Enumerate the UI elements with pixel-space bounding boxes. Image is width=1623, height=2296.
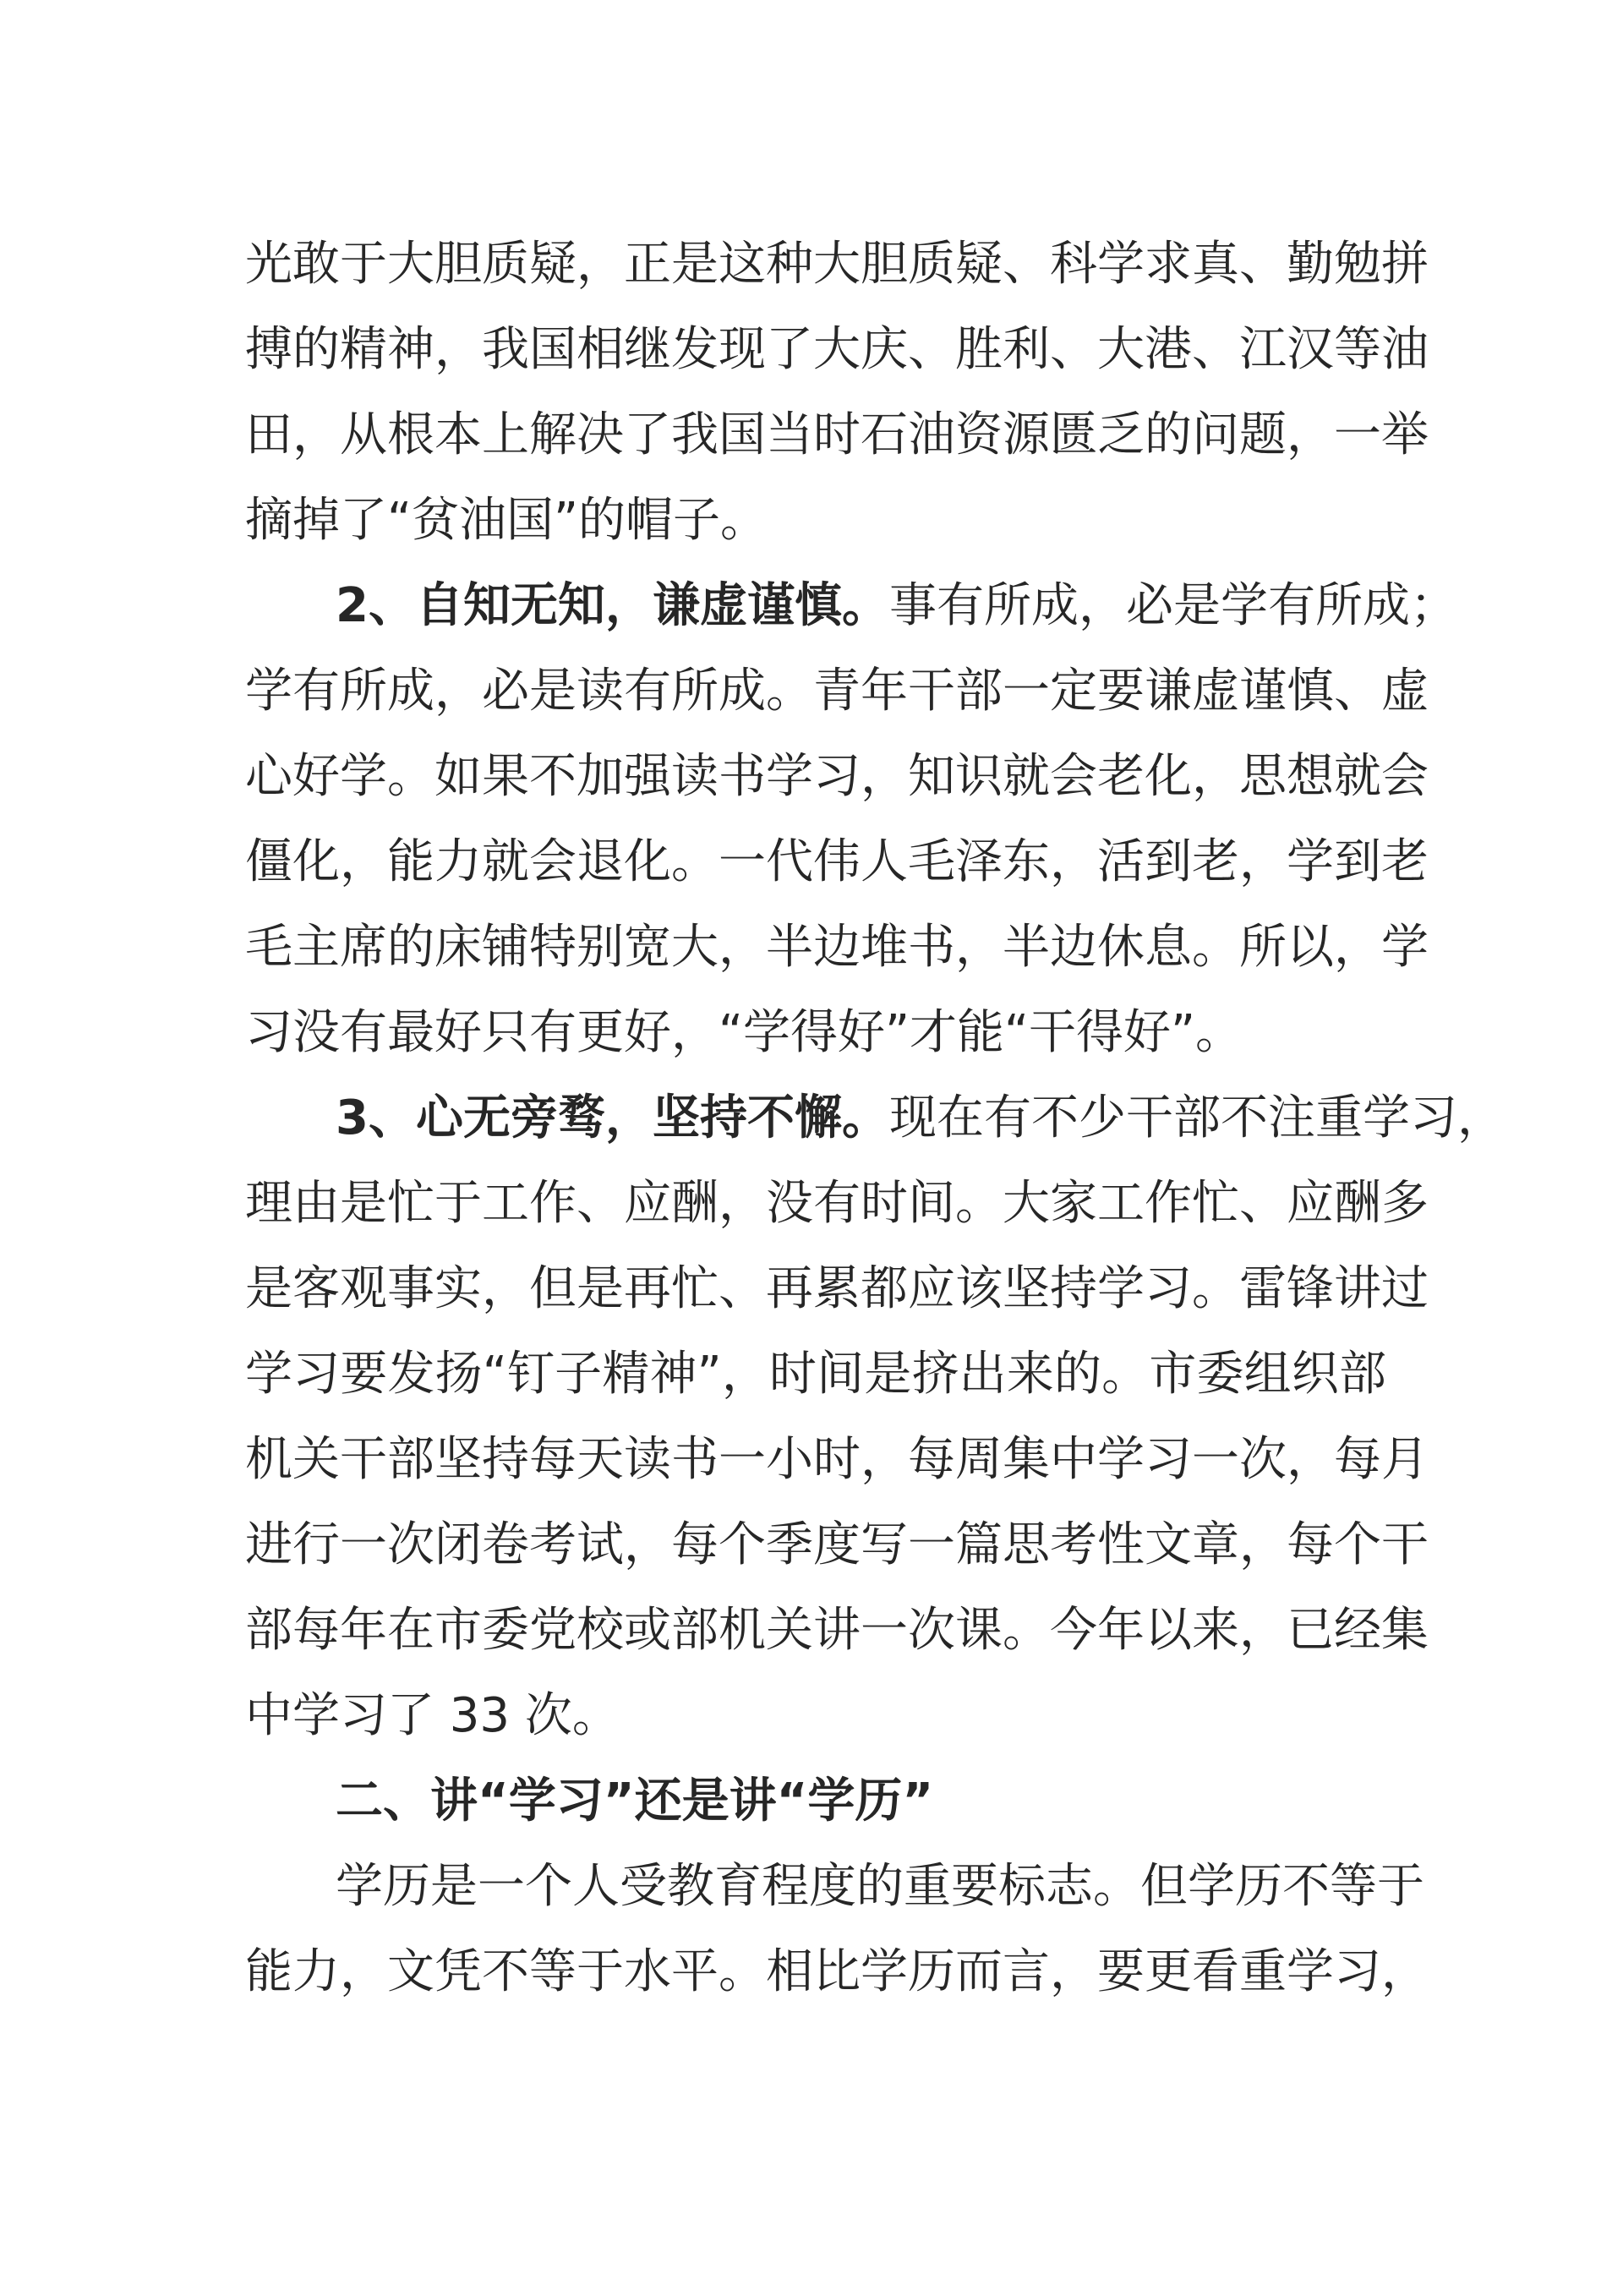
text-line: 摘掉了“贫油国”的帽子。: [245, 493, 768, 548]
text-line: 部每年在市委党校或部机关讲一次课。今年以来，已经集: [245, 1603, 1429, 1658]
text-line: 习没有最好只有更好，“学得好”才能“干得好”。: [245, 1005, 1243, 1060]
text-line: 进行一次闭卷考试，每个季度写一篇思考性文章，每个干: [245, 1517, 1429, 1572]
paragraph-first-line: 学历是一个人受教育程度的重要标志。但学历不等于: [336, 1859, 1424, 1914]
text-line: 能力，文凭不等于水平。相比学历而言，要更看重学习，: [245, 1944, 1429, 1999]
point-text: 现在有不少干部不注重学习，: [888, 1091, 1505, 1145]
text-line: 中学习了 33 次。: [245, 1688, 620, 1743]
text-line: 光敢于大胆质疑，正是这种大胆质疑、科学求真、勤勉拼: [245, 237, 1429, 292]
text-line: 学有所成，必是读有所成。青年干部一定要谦虚谨慎、虚: [245, 664, 1429, 719]
document-body: [245, 221, 1505, 2014]
text-line: 理由是忙于工作、应酬，没有时间。大家工作忙、应酬多: [245, 1176, 1429, 1231]
text-line: 心好学。如果不加强读书学习，知识就会老化，思想就会: [245, 749, 1429, 804]
text-line: 是客观事实，但是再忙、再累都应该坚持学习。雷锋讲过: [245, 1261, 1429, 1316]
text-line: 机关干部坚持每天读书一小时，每周集中学习一次，每月: [245, 1432, 1429, 1487]
text-line: 毛主席的床铺特别宽大，半边堆书，半边休息。所以，学: [245, 920, 1429, 975]
point-heading: 2、自知无知，谦虚谨慎。: [336, 578, 889, 633]
text-line: 搏的精神，我国相继发现了大庆、胜利、大港、江汉等油: [245, 322, 1429, 377]
point-text: 事有所成，必是学有所成；: [888, 578, 1457, 633]
text-line: 僵化，能力就会退化。一代伟人毛泽东，活到老，学到老: [245, 834, 1429, 889]
text-line: 田，从根本上解决了我国当时石油资源匮乏的问题，一举: [245, 407, 1429, 462]
paragraph-first-line: [245, 1075, 1505, 1161]
text-line: 学习要发扬“钉子精神”，时间是挤出来的。市委组织部: [245, 1347, 1386, 1402]
paragraph-first-line: [245, 563, 1457, 648]
section-heading: 二、讲“学习”还是讲“学历”: [336, 1774, 934, 1829]
point-heading: 3、心无旁骛，坚持不懈。: [336, 1091, 889, 1145]
